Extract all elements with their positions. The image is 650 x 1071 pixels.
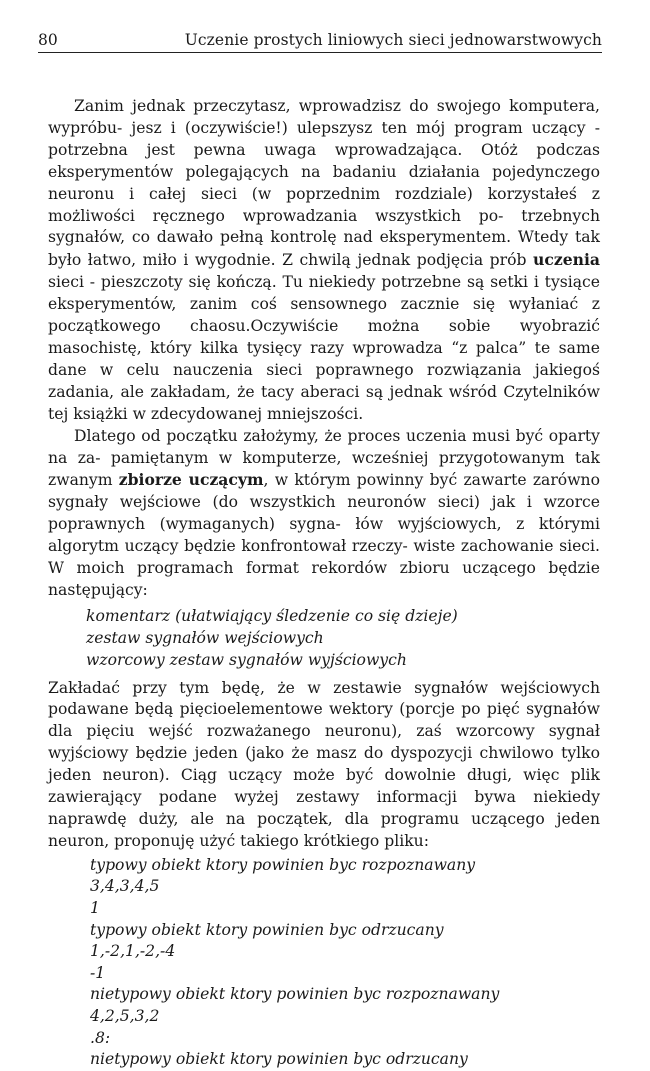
term-uczenia: uczenia — [533, 250, 600, 270]
paragraph-2 — [48, 426, 600, 602]
paragraph-2-text-b: , w którym powinny być zawarte zarówno sygnały wejściowe (do wszystkich neuronów sieci) jak i wzorce poprawnych (wymaganych) sygna- łów wyjściowych, z którymi algorytm uczący będzie konfrontował rzeczy- wiste zachowanie sieci. W moich programach format rekordów zbioru uczącego będzie następujący: — [48, 471, 600, 599]
file-line: -1 — [90, 963, 106, 982]
paragraph-1-text-b: sieci - pieszczoty się kończą. Tu niekiedy potrzebne są setki i tysiące eksperymentów, zanim coś sensownego zacznie się wyłaniać z początkowego chaosu.Oczywiście można sobie wyobrazić masochistę, który kilka tysięcy razy wprowadza “z palca” te same dane w celu nauczenia sieci poprawnego rozwiązania jakiegoś zadania, ale zakładam, że tacy aberaci są jednak wśród Czytelników tej książki w zdecydowanej mniejszości. — [48, 273, 600, 423]
record-format-line: komentarz (ułatwiający śledzenie co się dzieje) — [86, 606, 458, 625]
record-format-line: wzorcowy zestaw sygnałów wyjściowych — [86, 650, 407, 669]
paragraph-1-text-a: Zanim jednak przeczytasz, wprowadzisz do swojego komputera, wypróbu- jesz i (oczywiście!) ulepszysz ten mój program uczący - potrzebna jest pewna uwaga wprowadzająca. Otóż podczas eksperymentów polegających na badaniu działania pojedynczego neuronu i całej sieci (w poprzednim rozdziale) korzystałeś z możliwości ręcznego wprowadzania wszystkich po- trzebnych sygnałów, co dawało pełną kontrolę nad eksperymentem. Wtedy tak było łatwo, miło i wygodnie. Z chwilą jednak podjęcia prób — [48, 97, 600, 270]
file-line: 1,-2,1,-2,-4 — [90, 942, 176, 961]
file-line: 3,4,3,4,5 — [90, 877, 160, 896]
file-line: 1 — [90, 899, 100, 917]
record-format-line: zestaw sygnałów wejściowych — [86, 628, 324, 647]
paragraph-2-text-a: Dlatego od początku założymy, że proces uczenia musi być oparty na za- pamiętanym w komputerze, wcześniej przygotowanym tak zwanym — [48, 426, 600, 490]
file-line: nietypowy obiekt ktory powinien byc odrzucany — [90, 1050, 468, 1069]
running-title: Uczenie prostych liniowych sieci jednowarstwowych — [184, 31, 602, 49]
training-file-listing — [90, 855, 600, 1071]
file-line: typowy obiekt ktory powinien byc odrzucany — [90, 920, 444, 939]
running-header — [38, 30, 602, 53]
file-line: nietypowy obiekt ktory powinien byc rozpoznawany — [90, 985, 500, 1004]
file-line: typowy obiekt ktory powinien byc rozpoznawany — [90, 855, 476, 874]
page-body — [48, 96, 600, 1071]
term-zbiorze-uczacym: zbiorze uczącym — [118, 470, 264, 490]
paragraph-1 — [48, 96, 600, 426]
file-line: .8: — [90, 1028, 111, 1047]
file-line: 4,2,5,3,2 — [90, 1006, 160, 1025]
page-number: 80 — [38, 31, 58, 49]
record-format-list — [86, 606, 600, 672]
paragraph-3: Zakładać przy tym będę, że w zestawie sygnałów wejściowych podawane będą pięcioelementowe wektory (porcje po pięć sygnałów dla pięciu wejść rozważanego neuronu), zaś wzorcowy sygnał wyjściowy będzie jeden (jako że masz do dyspozycji chwilowo tylko jeden neuron). Ciąg uczący może być dowolnie długi, więc plik zawierający podane wyżej zestawy informacji bywa niekiedy naprawdę duży, ale na początek, dla programu uczącego jeden neuron, proponuję użyć takiego krótkiego pliku: — [48, 678, 600, 850]
